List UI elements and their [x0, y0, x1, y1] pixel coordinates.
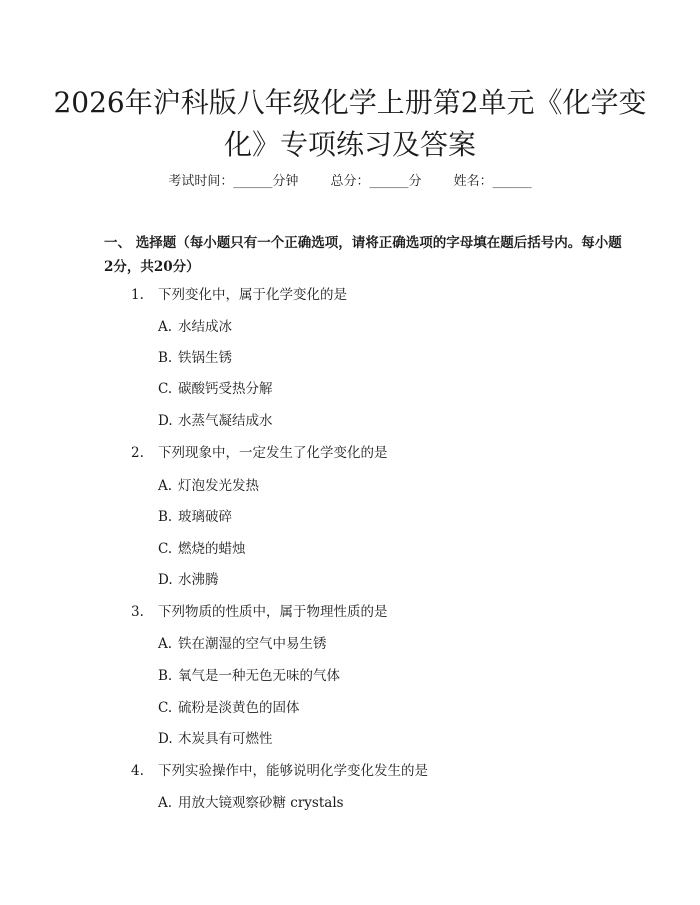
option-1d [158, 409, 273, 429]
question-1 [131, 283, 347, 303]
exam-total-score: 总分：______分 [330, 174, 422, 189]
student-name: 姓名：______ [453, 174, 532, 189]
option-text: 碳酸钙受热分解 [178, 381, 273, 397]
option-letter: C. [158, 541, 173, 557]
option-text: 燃烧的蜡烛 [178, 541, 246, 557]
option-3d [158, 727, 273, 747]
option-letter: A. [158, 636, 173, 652]
option-text: 水沸腾 [178, 572, 219, 588]
option-letter: D. [158, 731, 173, 747]
option-letter: B. [158, 350, 173, 366]
option-text: 氧气是一种无色无味的气体 [178, 668, 340, 684]
question-text: 下列变化中，属于化学变化的是 [158, 287, 347, 303]
option-text: 玻璃破碎 [178, 509, 232, 525]
option-letter: D. [158, 572, 173, 588]
option-text: 用放大镜观察砂糖 crystals [178, 795, 344, 811]
option-2d [158, 568, 219, 588]
option-4a [158, 791, 344, 811]
option-text: 铁在潮湿的空气中易生锈 [178, 636, 327, 652]
question-number: 1. [131, 287, 144, 303]
question-number: 4. [131, 763, 144, 779]
option-1b [158, 346, 232, 366]
option-text: 硫粉是淡黄色的固体 [178, 700, 300, 716]
option-letter: C. [158, 700, 173, 716]
question-3 [131, 600, 388, 620]
question-text: 下列现象中，一定发生了化学变化的是 [158, 445, 388, 461]
option-letter: C. [158, 381, 173, 397]
exam-info [0, 170, 700, 189]
option-2a [158, 474, 259, 494]
question-text: 下列物质的性质中，属于物理性质的是 [158, 604, 388, 620]
question-4 [131, 759, 428, 779]
option-text: 灯泡发光发热 [178, 478, 259, 494]
option-letter: D. [158, 413, 173, 429]
option-3c [158, 696, 300, 716]
option-text: 水蒸气凝结成水 [178, 413, 273, 429]
page-title: 2026年沪科版八年级化学上册第2单元《化学变化》专项练习及答案 [53, 86, 647, 161]
option-letter: A. [158, 319, 173, 335]
question-2 [131, 441, 388, 461]
option-text: 木炭具有可燃性 [178, 731, 273, 747]
option-text: 铁锅生锈 [178, 350, 232, 366]
section-heading: 一、 选择题（每小题只有一个正确选项，请将正确选项的字母填在题后括号内。每小题2分，共20分） [104, 235, 622, 275]
option-1c [158, 377, 273, 397]
option-3a [158, 632, 327, 652]
option-2b [158, 505, 232, 525]
option-letter: A. [158, 795, 173, 811]
option-3b [158, 664, 340, 684]
option-letter: A. [158, 478, 173, 494]
question-number: 2. [131, 445, 144, 461]
question-text: 下列实验操作中，能够说明化学变化发生的是 [158, 763, 428, 779]
option-letter: B. [158, 509, 173, 525]
question-number: 3. [131, 604, 144, 620]
exam-time: 考试时间：______分钟 [168, 174, 299, 189]
option-text: 水结成冰 [178, 319, 232, 335]
option-1a [158, 315, 232, 335]
option-2c [158, 537, 246, 557]
option-letter: B. [158, 668, 173, 684]
